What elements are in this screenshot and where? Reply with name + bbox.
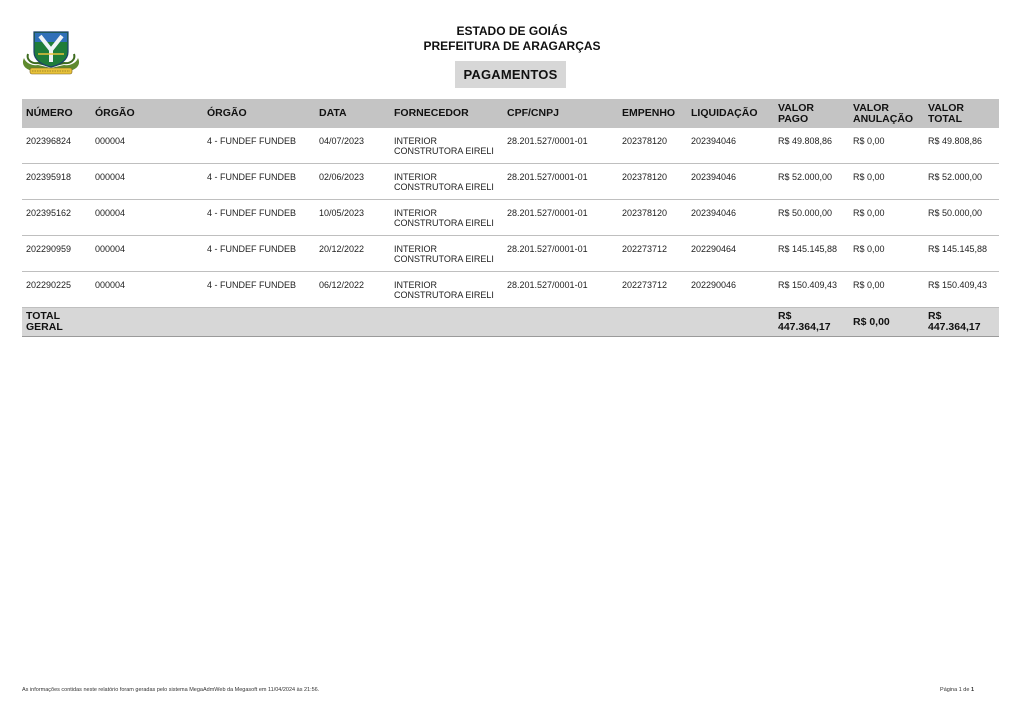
cell-valor-total: R$ 50.000,00: [924, 200, 999, 236]
cell-data: 20/12/2022: [315, 236, 390, 272]
cell-numero: 202395918: [22, 164, 91, 200]
totals-label: TOTAL GERAL: [22, 308, 91, 337]
cell-orgao-name: 4 - FUNDEF FUNDEB: [203, 272, 315, 308]
cell-valor-anulacao: R$ 0,00: [849, 164, 924, 200]
column-header: VALOR TOTAL: [924, 99, 999, 128]
cell-liquidacao: 202394046: [687, 200, 774, 236]
totals-spacer: [315, 308, 390, 337]
cell-orgao-code: 000004: [91, 236, 203, 272]
cell-empenho: 202378120: [618, 164, 687, 200]
column-header: DATA: [315, 99, 390, 128]
report-title: PAGAMENTOS: [455, 61, 566, 88]
column-header: NÚMERO: [22, 99, 91, 128]
column-header: ÓRGÃO: [203, 99, 315, 128]
cell-valor-pago: R$ 150.409,43: [774, 272, 849, 308]
page-indicator: [940, 687, 974, 693]
cell-valor-pago: R$ 145.145,88: [774, 236, 849, 272]
cell-cnpj: 28.201.527/0001-01: [503, 272, 618, 308]
totals-spacer: [91, 308, 203, 337]
cell-fornecedor: INTERIOR CONSTRUTORA EIRELI: [390, 200, 503, 236]
payments-table: [22, 99, 999, 337]
column-header: CPF/CNPJ: [503, 99, 618, 128]
state-name: ESTADO DE GOIÁS: [456, 24, 568, 38]
cell-orgao-name: 4 - FUNDEF FUNDEB: [203, 164, 315, 200]
table-row: [22, 164, 999, 200]
cell-liquidacao: 202394046: [687, 128, 774, 164]
cell-valor-pago: R$ 49.808,86: [774, 128, 849, 164]
cell-numero: 202395162: [22, 200, 91, 236]
cell-liquidacao: 202394046: [687, 164, 774, 200]
total-valor-pago: R$ 447.364,17: [774, 308, 849, 337]
cell-valor-total: R$ 145.145,88: [924, 236, 999, 272]
total-valor-anulacao: R$ 0,00: [849, 308, 924, 337]
cell-orgao-name: 4 - FUNDEF FUNDEB: [203, 200, 315, 236]
cell-orgao-code: 000004: [91, 272, 203, 308]
cell-valor-anulacao: R$ 0,00: [849, 128, 924, 164]
cell-empenho: 202378120: [618, 128, 687, 164]
cell-cnpj: 28.201.527/0001-01: [503, 128, 618, 164]
table-header-row: [22, 99, 999, 128]
cell-empenho: 202273712: [618, 236, 687, 272]
cell-orgao-code: 000004: [91, 164, 203, 200]
cell-valor-pago: R$ 50.000,00: [774, 200, 849, 236]
totals-spacer: [687, 308, 774, 337]
column-header: VALOR PAGO: [774, 99, 849, 128]
cell-valor-total: R$ 52.000,00: [924, 164, 999, 200]
column-header: LIQUIDAÇÃO: [687, 99, 774, 128]
cell-cnpj: 28.201.527/0001-01: [503, 236, 618, 272]
cell-valor-anulacao: R$ 0,00: [849, 236, 924, 272]
cell-liquidacao: 202290464: [687, 236, 774, 272]
cell-cnpj: 28.201.527/0001-01: [503, 200, 618, 236]
cell-numero: 202290225: [22, 272, 91, 308]
cell-empenho: 202273712: [618, 272, 687, 308]
cell-valor-anulacao: R$ 0,00: [849, 272, 924, 308]
cell-orgao-name: 4 - FUNDEF FUNDEB: [203, 236, 315, 272]
column-header: ÓRGÃO: [91, 99, 203, 128]
cell-fornecedor: INTERIOR CONSTRUTORA EIRELI: [390, 164, 503, 200]
totals-spacer: [390, 308, 503, 337]
cell-liquidacao: 202290046: [687, 272, 774, 308]
cell-orgao-code: 000004: [91, 128, 203, 164]
city-hall-name: PREFEITURA DE ARAGARÇAS: [423, 39, 601, 53]
totals-spacer: [203, 308, 315, 337]
page-prefix: Página 1 de: [940, 687, 971, 693]
cell-fornecedor: INTERIOR CONSTRUTORA EIRELI: [390, 128, 503, 164]
report-heading: [0, 24, 1024, 54]
table-row: [22, 236, 999, 272]
cell-valor-total: R$ 49.808,86: [924, 128, 999, 164]
cell-data: 10/05/2023: [315, 200, 390, 236]
cell-fornecedor: INTERIOR CONSTRUTORA EIRELI: [390, 272, 503, 308]
cell-data: 06/12/2022: [315, 272, 390, 308]
table-row: [22, 200, 999, 236]
cell-data: 02/06/2023: [315, 164, 390, 200]
cell-valor-pago: R$ 52.000,00: [774, 164, 849, 200]
table-row: [22, 272, 999, 308]
cell-fornecedor: INTERIOR CONSTRUTORA EIRELI: [390, 236, 503, 272]
cell-empenho: 202378120: [618, 200, 687, 236]
cell-orgao-name: 4 - FUNDEF FUNDEB: [203, 128, 315, 164]
cell-valor-total: R$ 150.409,43: [924, 272, 999, 308]
cell-numero: 202290959: [22, 236, 91, 272]
totals-spacer: [503, 308, 618, 337]
page-total: 1: [970, 687, 974, 693]
column-header: FORNECEDOR: [390, 99, 503, 128]
cell-cnpj: 28.201.527/0001-01: [503, 164, 618, 200]
cell-valor-anulacao: R$ 0,00: [849, 200, 924, 236]
cell-numero: 202396824: [22, 128, 91, 164]
cell-data: 04/07/2023: [315, 128, 390, 164]
cell-orgao-code: 000004: [91, 200, 203, 236]
totals-spacer: [618, 308, 687, 337]
total-valor-total: R$ 447.364,17: [924, 308, 999, 337]
table-row: [22, 128, 999, 164]
generation-note: As informações contidas neste relatório foram geradas pelo sistema MegaAdmWeb da Megasoft em 11/04/2024 às 21:56.: [22, 687, 320, 693]
totals-row: [22, 308, 999, 337]
column-header: EMPENHO: [618, 99, 687, 128]
column-header: VALOR ANULAÇÃO: [849, 99, 924, 128]
